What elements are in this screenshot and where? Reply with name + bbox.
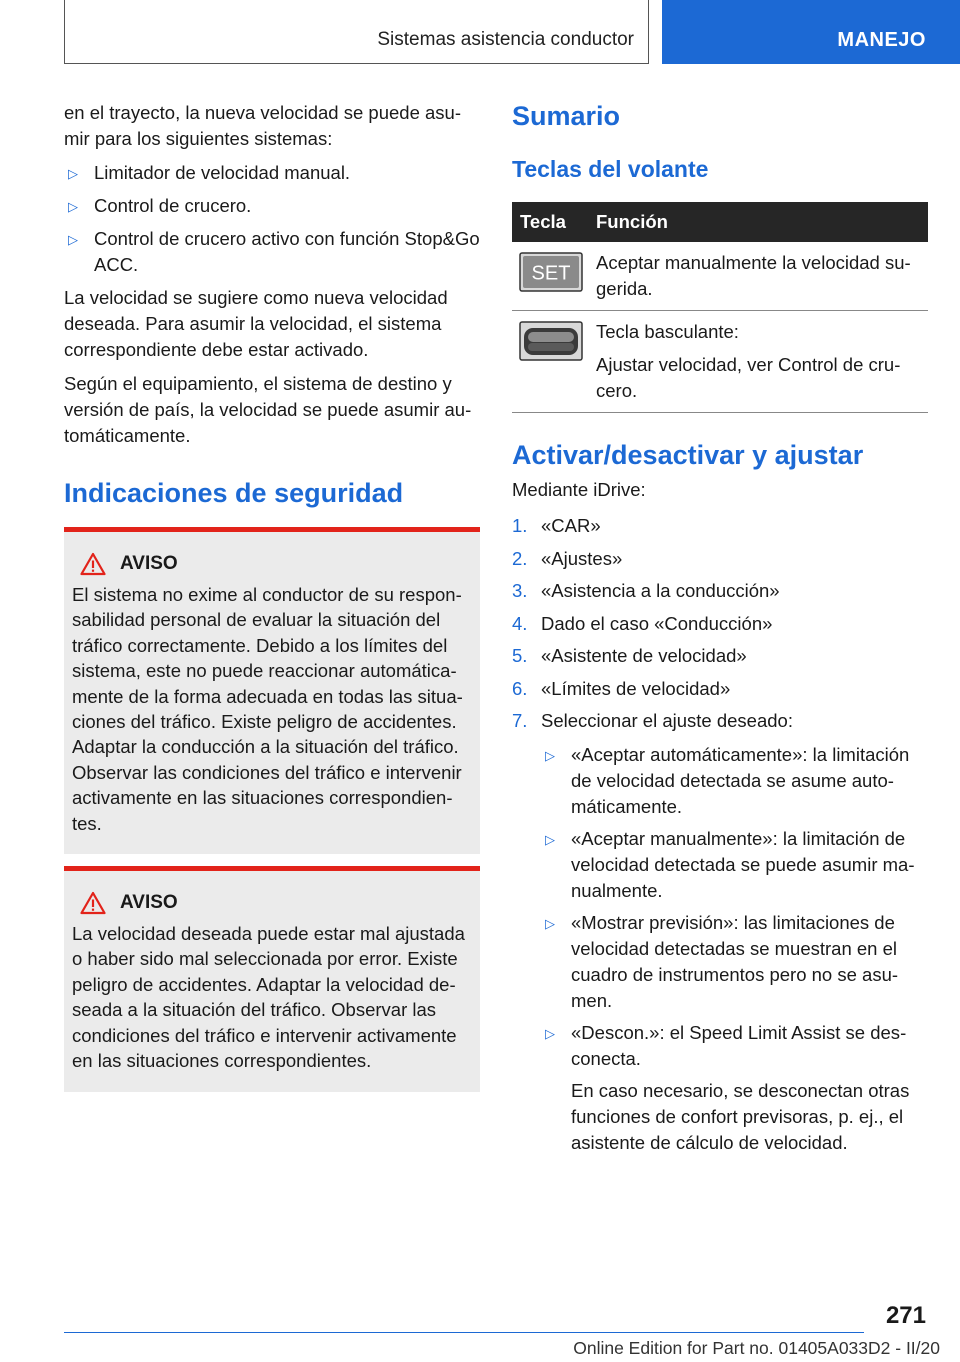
header-chapter-tab[interactable] [662, 0, 960, 64]
table-header-row [512, 202, 928, 242]
table-row [512, 311, 928, 413]
warning-text: La velocidad deseada puede estar mal ajustada o haber sido mal seleccionada por error. Existe peligro de accidentes. Adaptar la velocidad deseada a la situación del tráfico. Observar las condiciones del tráfico e intervenir activamente en las situaciones correspondientes. [72, 923, 465, 1072]
triangle-bullet-icon: ▷ [68, 232, 78, 247]
warning-triangle-icon [80, 552, 106, 576]
list-item: 7. Seleccionar el ajuste deseado: ▷ «Aceptar automáticamente»: la limitación de velocidad detectada se asume automáticamente. ▷ «Aceptar manualmente»: la limitación de velocidad detectada se puede asumir manualmente. ▷ «Mostrar previsión»: las limitaciones de velocidad detectadas se muestran en el cuadro de instrumentos pero no se asumen. ▷ «Descon.»: el Speed Limit Assist se desconecta. En caso necesario, se desconectan otras funciones de confort previsoras, p. ej., el asistente de cálculo de velocidad. [512, 708, 928, 1156]
steps-list [512, 513, 928, 1156]
footer-edition: Online Edition for Part no. 01405A033D2 - II/20 [573, 1338, 940, 1358]
paragraph-automatic: Según el equipamiento, el sistema de destino y versión de país, la velocidad se puede asumir automáticamente. [64, 373, 472, 446]
activate-heading: Activar/desactivar y ajustar [512, 440, 864, 470]
triangle-bullet-icon: ▷ [545, 916, 555, 931]
via-idrive-text: Mediante iDrive: [512, 479, 646, 500]
options-list [541, 742, 928, 1156]
list-item: 6. «Límites de velocidad» [512, 677, 731, 699]
set-key-label: SET [531, 262, 571, 285]
keys-heading: Teclas del volante [512, 156, 709, 182]
list-item: 4. Dado el caso «Conducción» [512, 612, 773, 634]
header-section-box [64, 0, 649, 64]
header-chapter-title: MANEJO [837, 29, 926, 51]
warning-title: AVISO [120, 892, 178, 914]
page-number: 271 [885, 1302, 926, 1329]
triangle-bullet-icon: ▷ [545, 1026, 555, 1041]
warning-text: El sistema no exime al conductor de su responsabilidad personal de evaluar la situación del tráfico correctamente. Debido a los límites del sistema, este no puede reaccionar automáticamente de la forma adecuada en todas las situaciones del tráfico. Existe peligro de accidentes. Adaptar la conducción a la situación del tráfico. Observar las condiciones del tráfico e intervenir activamente en las situaciones correspondientes. [72, 584, 463, 834]
list-item: ▷ «Mostrar previsión»: las limitaciones de velocidad detectadas se muestran en el cuadro de instrumentos pero no se asumen. [545, 912, 899, 1011]
list-item: 3. «Asistencia a la conducción» [512, 580, 780, 601]
header-section-title: Sistemas asistencia conductor [377, 29, 634, 50]
triangle-bullet-icon: ▷ [545, 748, 555, 763]
column-header-function: Función [596, 202, 928, 242]
list-item: ▷ «Aceptar automáticamente»: la limitación de velocidad detectada se asume automáticamente. [545, 744, 910, 817]
systems-list [64, 160, 480, 278]
list-item: ▷ «Aceptar manualmente»: la limitación de velocidad detectada se puede asumir manualmente. [545, 828, 915, 901]
left-column [64, 100, 480, 1092]
triangle-bullet-icon: ▷ [68, 199, 78, 214]
table-row [512, 242, 928, 311]
list-item: 2. «Ajustes» [512, 547, 623, 569]
options-note: En caso necesario, se desconectan otras funciones de confort previsoras, p. ej., el asistente de cálculo de velocidad. [571, 1080, 910, 1153]
rocker-key-icon [519, 321, 583, 361]
intro-text: en el trayecto, la nueva velocidad se puede asumir para los siguientes sistemas: [64, 102, 461, 149]
summary-heading: Sumario [512, 101, 621, 131]
column-header-key: Tecla [512, 202, 596, 242]
safety-heading: Indicaciones de seguridad [64, 478, 404, 508]
footer-divider [64, 1332, 864, 1333]
set-key-icon [519, 252, 583, 292]
warning-title: AVISO [120, 553, 178, 574]
list-item: ▷ Limitador de velocidad manual. [64, 160, 480, 186]
warning-triangle-icon [80, 891, 106, 915]
function-text-detail: Ajustar velocidad, ver Control de crucero. [596, 354, 901, 401]
list-item: ▷ Control de crucero. [64, 193, 480, 219]
triangle-bullet-icon: ▷ [545, 832, 555, 847]
paragraph-suggested-speed: La velocidad se sugiere como nueva velocidad deseada. Para asumir la velocidad, el sistema correspondiente debe estar activado. [64, 287, 448, 360]
triangle-bullet-icon: ▷ [68, 166, 78, 181]
steering-keys-table [512, 202, 928, 413]
list-item: ▷ Control de crucero activo con función Stop&Go ACC. [68, 228, 480, 275]
warning-box-2 [64, 866, 480, 1091]
function-text: Tecla basculante: [596, 321, 739, 342]
list-item: 1. «CAR» [512, 515, 601, 536]
function-text: Aceptar manualmente la velocidad sugerida. [596, 252, 911, 299]
right-column [512, 100, 928, 1163]
warning-box-1 [64, 527, 480, 854]
list-item: ▷ «Descon.»: el Speed Limit Assist se desconecta. En caso necesario, se desconectan otras funciones de confort previsoras, p. ej., el asistente de cálculo de velocidad. [541, 1020, 928, 1156]
list-item: 5. «Asistente de velocidad» [512, 645, 747, 666]
